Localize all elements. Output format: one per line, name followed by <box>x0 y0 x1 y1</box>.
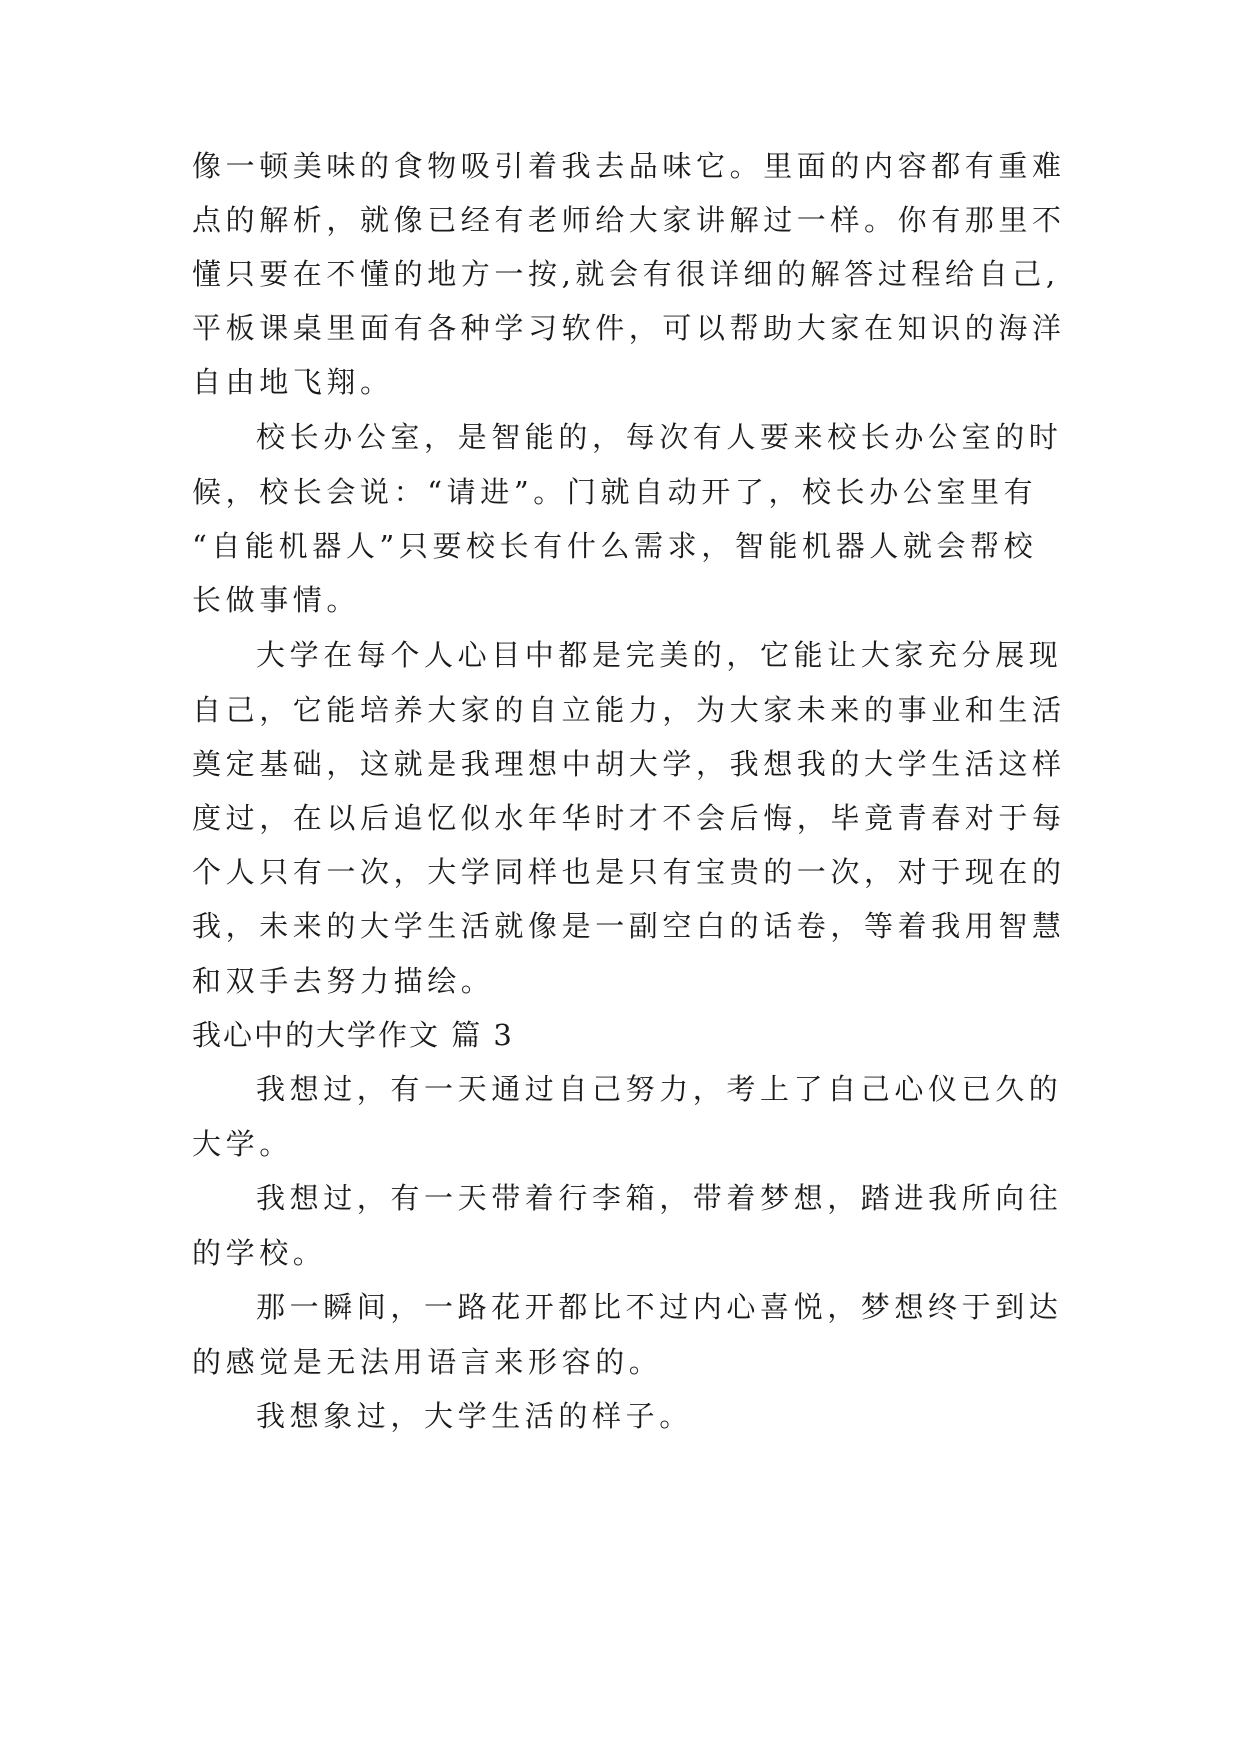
text-line: 奠定基础，这就是我理想中胡大学，我想我的大学生活这样 <box>192 747 1066 781</box>
text-line: 的学校。 <box>192 1236 327 1270</box>
text-line: 我想象过，大学生活的样子。 <box>256 1399 693 1433</box>
text-line: 的感觉是无法用语言来形容的。 <box>192 1345 663 1379</box>
text-line: 点的解析，就像已经有老师给大家讲解过一样。你有那里不 <box>192 203 1066 237</box>
text-line: 大学在每个人心目中都是完美的，它能让大家充分展现 <box>256 638 1063 672</box>
text-line: 候，校长会说：“请进”。门就自动开了，校长办公室里有 <box>192 475 1038 509</box>
text-line: “自能机器人”只要校长有什么需求，智能机器人就会帮校 <box>192 529 1038 563</box>
section-heading: 我心中的大学作文 篇 3 <box>192 1018 514 1052</box>
text-line: 个人只有一次，大学同样也是只有宝贵的一次，对于现在的 <box>192 855 1066 889</box>
text-line: 我想过，有一天通过自己努力，考上了自己心仪已久的 <box>256 1072 1063 1106</box>
text-line: 和双手去努力描绘。 <box>192 964 495 998</box>
text-line: 我想过，有一天带着行李箱，带着梦想，踏进我所向往 <box>256 1181 1063 1215</box>
text-line: 大学。 <box>192 1127 293 1161</box>
text-line: 校长办公室，是智能的，每次有人要来校长办公室的时 <box>256 420 1063 454</box>
text-line: 长做事情。 <box>192 583 361 617</box>
text-line: 我，未来的大学生活就像是一副空白的话卷，等着我用智慧 <box>192 909 1066 943</box>
text-line: 像一顿美味的食物吸引着我去品味它。里面的内容都有重难 <box>192 149 1066 183</box>
text-line: 平板课桌里面有各种学习软件，可以帮助大家在知识的海洋 <box>192 311 1066 345</box>
text-line: 自由地飞翔。 <box>192 365 394 399</box>
text-line: 懂只要在不懂的地方一按,就会有很详细的解答过程给自己, <box>192 257 1060 291</box>
text-line: 那一瞬间，一路花开都比不过内心喜悦，梦想终于到达 <box>256 1290 1063 1324</box>
text-line: 自己，它能培养大家的自立能力，为大家未来的事业和生活 <box>192 693 1066 727</box>
text-line: 度过，在以后追忆似水年华时才不会后悔，毕竟青春对于每 <box>192 801 1066 835</box>
